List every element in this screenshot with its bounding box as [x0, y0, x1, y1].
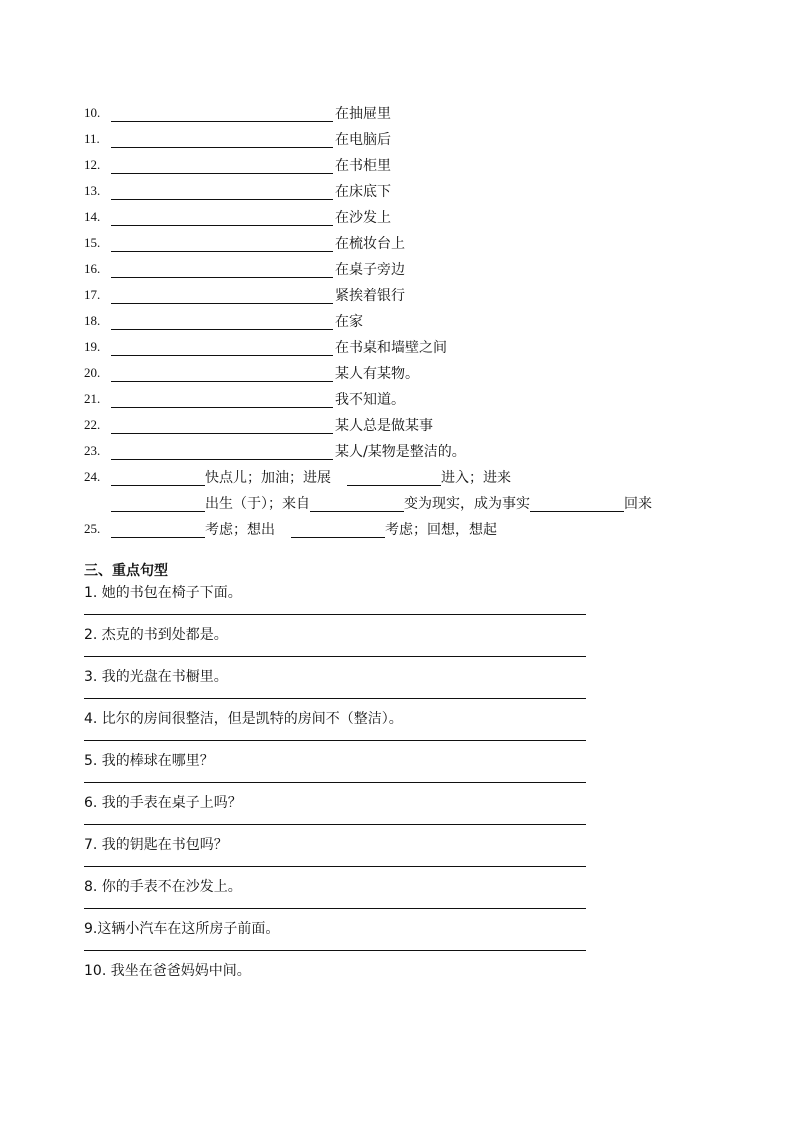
item-prompt: 变为现实，成为事实	[404, 496, 530, 512]
item-prompt: 我不知道。	[335, 392, 405, 408]
vocab-row	[84, 256, 724, 282]
vocab-row	[84, 386, 724, 412]
vocab-row	[84, 438, 724, 464]
answer-blank[interactable]	[111, 495, 205, 512]
vocab-row	[84, 152, 724, 178]
answer-blank[interactable]	[530, 495, 624, 512]
vocab-row-24-cont	[84, 490, 724, 516]
answer-line[interactable]	[84, 782, 586, 783]
vocab-row-24	[84, 464, 724, 490]
vocabulary-list	[84, 100, 724, 542]
sentence-row	[84, 832, 588, 874]
vocab-row	[84, 334, 724, 360]
sentence-prompt: 2. 杰克的书到处都是。	[84, 627, 228, 643]
item-prompt: 出生（于）；来自	[205, 496, 310, 512]
answer-blank[interactable]	[111, 443, 333, 460]
item-number: 15.	[84, 235, 101, 250]
item-prompt: 考虑；回想，想起	[385, 522, 497, 538]
sentence-row	[84, 580, 588, 622]
answer-blank[interactable]	[111, 417, 333, 434]
sentence-row	[84, 748, 588, 790]
vocab-row	[84, 230, 724, 256]
item-number: 21.	[84, 391, 101, 406]
item-number: 10.	[84, 105, 101, 120]
item-number: 16.	[84, 261, 101, 276]
answer-blank[interactable]	[111, 209, 333, 226]
item-number: 14.	[84, 209, 101, 224]
sentence-prompt: 3. 我的光盘在书橱里。	[84, 669, 228, 685]
item-number: 11.	[84, 131, 100, 146]
answer-blank[interactable]	[347, 469, 441, 486]
answer-blank[interactable]	[111, 105, 333, 122]
answer-blank[interactable]	[111, 131, 333, 148]
answer-blank[interactable]	[111, 365, 333, 382]
sentence-row	[84, 706, 588, 748]
item-prompt: 在电脑后	[335, 132, 391, 148]
answer-line[interactable]	[84, 740, 586, 741]
answer-blank[interactable]	[111, 157, 333, 174]
sentence-row	[84, 874, 588, 916]
answer-line[interactable]	[84, 866, 586, 867]
item-prompt: 在桌子旁边	[335, 262, 405, 278]
item-number: 24.	[84, 469, 101, 484]
answer-blank[interactable]	[111, 287, 333, 304]
sentence-prompt: 5. 我的棒球在哪里？	[84, 753, 214, 769]
item-prompt: 在书桌和墙壁之间	[335, 340, 447, 356]
answer-blank[interactable]	[111, 339, 333, 356]
item-prompt: 在抽屉里	[335, 106, 391, 122]
item-number: 22.	[84, 417, 101, 432]
item-prompt: 在床底下	[335, 184, 391, 200]
vocab-row	[84, 204, 724, 230]
sentence-row	[84, 958, 588, 1000]
item-prompt: 考虑；想出	[205, 522, 275, 538]
vocab-row	[84, 308, 724, 334]
vocab-row	[84, 100, 724, 126]
sentence-row	[84, 790, 588, 832]
answer-blank[interactable]	[111, 235, 333, 252]
section-heading: 三、重点句型	[84, 563, 168, 579]
item-prompt: 快点儿；加油；进展	[205, 470, 331, 486]
item-prompt: 某人总是做某事	[335, 418, 433, 434]
sentence-list	[84, 580, 588, 1000]
vocab-row	[84, 360, 724, 386]
item-number: 12.	[84, 157, 101, 172]
sentence-prompt: 10. 我坐在爸爸妈妈中间。	[84, 963, 251, 979]
answer-line[interactable]	[84, 656, 586, 657]
item-prompt: 在梳妆台上	[335, 236, 405, 252]
answer-blank[interactable]	[111, 313, 333, 330]
item-number: 13.	[84, 183, 101, 198]
vocab-row-25	[84, 516, 724, 542]
item-number: 20.	[84, 365, 101, 380]
item-prompt: 在家	[335, 314, 363, 330]
item-prompt: 在书柜里	[335, 158, 391, 174]
sentence-prompt: 6. 我的手表在桌子上吗？	[84, 795, 242, 811]
sentence-prompt: 8. 你的手表不在沙发上。	[84, 879, 242, 895]
item-prompt: 某人有某物。	[335, 366, 419, 382]
sentence-row	[84, 664, 588, 706]
item-number: 23.	[84, 443, 101, 458]
sentence-row	[84, 916, 588, 958]
sentence-prompt: 1. 她的书包在椅子下面。	[84, 585, 242, 601]
answer-blank[interactable]	[310, 495, 404, 512]
item-number: 19.	[84, 339, 101, 354]
answer-line[interactable]	[84, 950, 586, 951]
sentence-row	[84, 622, 588, 664]
sentence-prompt: 4. 比尔的房间很整洁，但是凯特的房间不（整洁）。	[84, 711, 403, 727]
item-prompt: 在沙发上	[335, 210, 391, 226]
answer-line[interactable]	[84, 698, 586, 699]
item-number: 25.	[84, 521, 101, 536]
answer-line[interactable]	[84, 824, 586, 825]
vocab-row	[84, 282, 724, 308]
vocab-row	[84, 126, 724, 152]
sentence-prompt: 9.这辆小汽车在这所房子前面。	[84, 921, 280, 937]
item-prompt: 紧挨着银行	[335, 288, 405, 304]
vocab-row	[84, 412, 724, 438]
sentence-prompt: 7. 我的钥匙在书包吗？	[84, 837, 228, 853]
item-number: 18.	[84, 313, 101, 328]
answer-blank[interactable]	[111, 469, 205, 486]
item-prompt: 回来	[624, 496, 652, 512]
answer-line[interactable]	[84, 908, 586, 909]
answer-blank[interactable]	[111, 183, 333, 200]
answer-blank[interactable]	[111, 261, 333, 278]
answer-blank[interactable]	[111, 521, 205, 538]
answer-blank[interactable]	[291, 521, 385, 538]
item-prompt: 某人/某物是整洁的。	[335, 444, 466, 460]
item-prompt: 进入；进来	[441, 470, 511, 486]
answer-blank[interactable]	[111, 391, 333, 408]
vocab-row	[84, 178, 724, 204]
item-number: 17.	[84, 287, 101, 302]
answer-line[interactable]	[84, 614, 586, 615]
